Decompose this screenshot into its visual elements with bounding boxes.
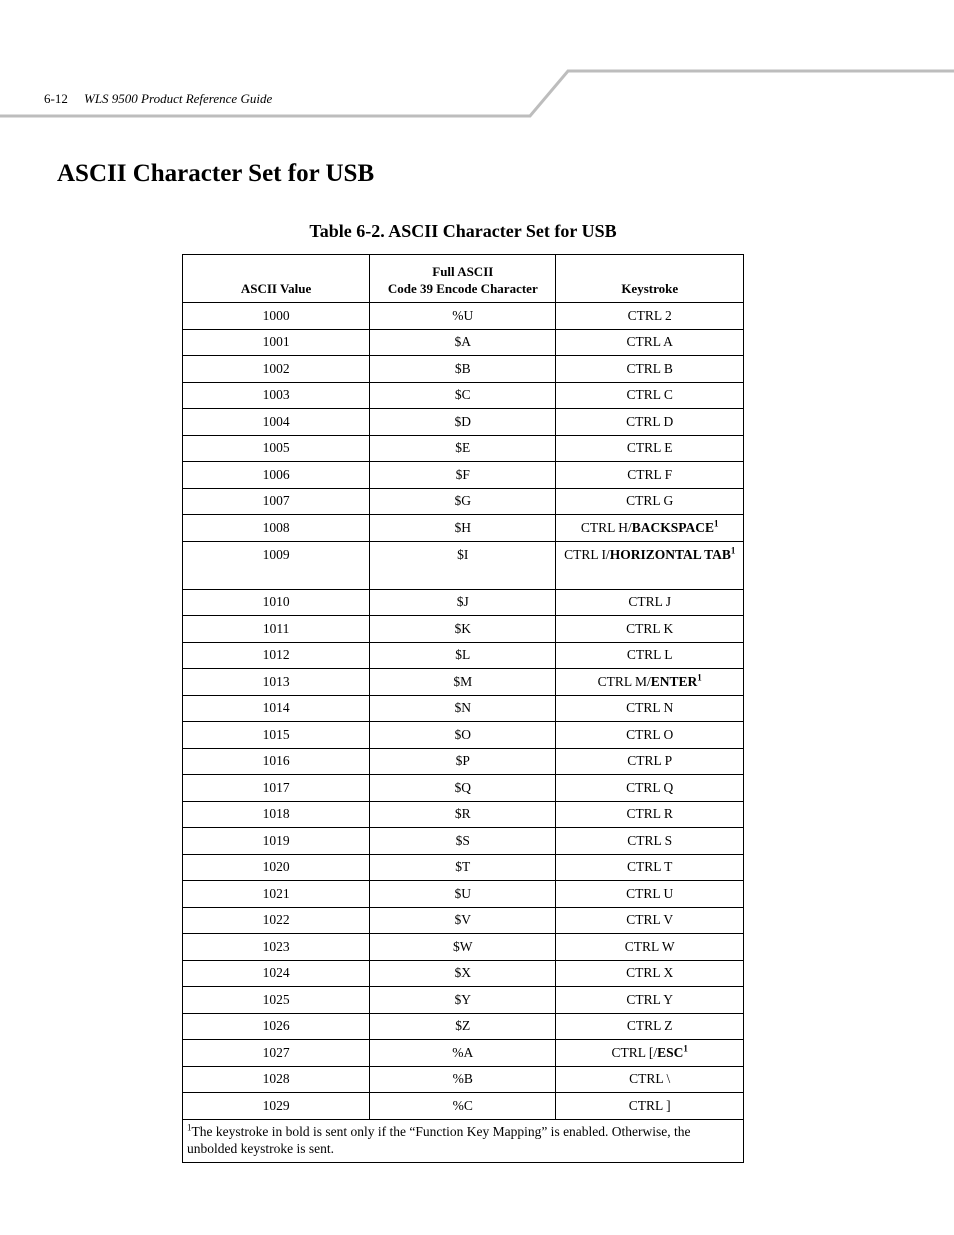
code39-character-cell: $B (370, 356, 556, 383)
code39-character-cell: $O (370, 722, 556, 749)
keystroke-cell (556, 382, 744, 409)
table-row (183, 541, 744, 589)
column-header-full-ascii-line2: Code 39 Encode Character (387, 281, 538, 296)
keystroke-cell (556, 515, 744, 542)
keystroke-cell (556, 934, 744, 961)
code39-character-cell: $F (370, 462, 556, 489)
table-row (183, 801, 744, 828)
ascii-value-cell: 1023 (183, 934, 370, 961)
table-row (183, 695, 744, 722)
table-caption: Table 6-2. ASCII Character Set for USB (309, 221, 617, 241)
keystroke-cell (556, 907, 744, 934)
code39-character-cell: $E (370, 435, 556, 462)
running-title: WLS 9500 Product Reference Guide (84, 91, 273, 106)
page-number: 6-12 (44, 91, 68, 106)
keystroke-plain: CTRL W (624, 938, 675, 954)
table-row (183, 435, 744, 462)
keystroke-cell (556, 642, 744, 669)
table-row (183, 488, 744, 515)
keystroke-plain: CTRL \ (629, 1071, 671, 1087)
ascii-value-cell: 1003 (183, 382, 370, 409)
keystroke-cell (556, 801, 744, 828)
section-title: ASCII Character Set for USB (57, 160, 375, 187)
ascii-value-cell: 1010 (183, 589, 370, 616)
code39-character-cell: %U (370, 303, 556, 330)
keystroke-plain: CTRL P (627, 753, 673, 769)
table-row (183, 1066, 744, 1093)
keystroke-plain: CTRL U (626, 885, 674, 901)
column-header-full-ascii (370, 255, 556, 303)
ascii-value-cell: 1026 (183, 1013, 370, 1040)
table-row (183, 329, 744, 356)
ascii-value-cell: 1020 (183, 854, 370, 881)
keystroke-plain: CTRL B (626, 360, 673, 376)
ascii-value-cell: 1001 (183, 329, 370, 356)
keystroke-cell (556, 616, 744, 643)
keystroke-cell (556, 329, 744, 356)
keystroke-plain: CTRL T (627, 859, 673, 875)
footnote-reference: 1 (714, 518, 719, 529)
table-footnote (183, 1119, 744, 1162)
column-header-keystroke-label: Keystroke (621, 281, 679, 296)
code39-character-cell: $X (370, 960, 556, 987)
code39-character-cell: $Z (370, 1013, 556, 1040)
column-header-keystroke (556, 255, 744, 303)
ascii-value-cell: 1021 (183, 881, 370, 908)
code39-character-cell: $G (370, 488, 556, 515)
keystroke-bold: ESC (657, 1044, 684, 1060)
header-rule (0, 0, 954, 130)
keystroke-plain: CTRL Y (626, 991, 674, 1007)
table-row (183, 775, 744, 802)
ascii-value-cell: 1028 (183, 1066, 370, 1093)
keystroke-plain: CTRL V (626, 912, 674, 928)
keystroke-plain: CTRL [/ (611, 1044, 658, 1060)
footnote-marker: 1 (187, 1122, 192, 1132)
table-row (183, 960, 744, 987)
ascii-table (182, 254, 744, 1163)
table-row (183, 515, 744, 542)
ascii-value-cell: 1019 (183, 828, 370, 855)
keystroke-plain: CTRL ] (628, 1097, 671, 1113)
keystroke-cell (556, 462, 744, 489)
footnote-reference: 1 (697, 672, 702, 683)
keystroke-cell (556, 828, 744, 855)
ascii-value-cell: 1002 (183, 356, 370, 383)
ascii-value-cell: 1017 (183, 775, 370, 802)
code39-character-cell: $A (370, 329, 556, 356)
keystroke-cell (556, 488, 744, 515)
ascii-value-cell: 1009 (183, 541, 370, 589)
table-row (183, 1093, 744, 1120)
code39-character-cell: $L (370, 642, 556, 669)
ascii-value-cell: 1013 (183, 669, 370, 696)
keystroke-plain: CTRL N (626, 700, 674, 716)
code39-character-cell: $Q (370, 775, 556, 802)
keystroke-plain: CTRL O (626, 726, 674, 742)
code39-character-cell: $D (370, 409, 556, 436)
keystroke-cell (556, 669, 744, 696)
table-header-row (183, 255, 744, 303)
keystroke-cell (556, 1013, 744, 1040)
keystroke-cell (556, 1066, 744, 1093)
code39-character-cell: $C (370, 382, 556, 409)
keystroke-plain: CTRL E (626, 440, 673, 456)
code39-character-cell: $V (370, 907, 556, 934)
table-row (183, 462, 744, 489)
code39-character-cell: $K (370, 616, 556, 643)
table-row (183, 854, 744, 881)
keystroke-cell (556, 775, 744, 802)
keystroke-plain: CTRL 2 (627, 307, 672, 323)
column-header-full-ascii-line1: Full ASCII (432, 264, 494, 279)
footnote-reference: 1 (730, 545, 736, 555)
ascii-value-cell: 1027 (183, 1040, 370, 1067)
ascii-value-cell: 1014 (183, 695, 370, 722)
footnote-reference: 1 (683, 1043, 688, 1054)
code39-character-cell: %C (370, 1093, 556, 1120)
keystroke-plain: CTRL H/ (580, 519, 632, 535)
table-body (183, 303, 744, 1120)
ascii-value-cell: 1006 (183, 462, 370, 489)
code39-character-cell: %A (370, 1040, 556, 1067)
keystroke-plain: CTRL A (626, 334, 673, 350)
code39-character-cell: %B (370, 1066, 556, 1093)
ascii-value-cell: 1024 (183, 960, 370, 987)
keystroke-cell (556, 356, 744, 383)
keystroke-plain: CTRL S (627, 832, 673, 848)
keystroke-cell (556, 722, 744, 749)
keystroke-plain: CTRL K (626, 620, 674, 636)
code39-character-cell: $U (370, 881, 556, 908)
table-row (183, 589, 744, 616)
ascii-value-cell: 1025 (183, 987, 370, 1014)
code39-character-cell: $T (370, 854, 556, 881)
table-row (183, 642, 744, 669)
code39-character-cell: $S (370, 828, 556, 855)
keystroke-plain: CTRL J (628, 594, 672, 610)
code39-character-cell: $W (370, 934, 556, 961)
keystroke-plain: CTRL D (626, 413, 674, 429)
keystroke-cell (556, 960, 744, 987)
table-row (183, 722, 744, 749)
code39-character-cell: $M (370, 669, 556, 696)
table-row (183, 669, 744, 696)
column-header-ascii-value-label: ASCII Value (240, 281, 312, 296)
ascii-value-cell: 1000 (183, 303, 370, 330)
table-row (183, 1040, 744, 1067)
ascii-value-cell: 1029 (183, 1093, 370, 1120)
keystroke-cell (556, 303, 744, 330)
table-row (183, 382, 744, 409)
ascii-value-cell: 1007 (183, 488, 370, 515)
footnote-text: The keystroke in bold is sent only if the “Function Key Mapping” is enabled. Otherwise, the unbolded keystroke is sent. (187, 1123, 691, 1156)
code39-character-cell: $R (370, 801, 556, 828)
keystroke-plain: CTRL Q (626, 779, 674, 795)
keystroke-bold: BACKSPACE (631, 519, 715, 535)
keystroke-cell (556, 541, 744, 589)
table-row (183, 409, 744, 436)
table-row (183, 616, 744, 643)
keystroke-plain: CTRL G (626, 493, 674, 509)
table-row (183, 934, 744, 961)
keystroke-plain: CTRL C (626, 387, 673, 403)
keystroke-plain: CTRL F (627, 466, 673, 482)
keystroke-plain: CTRL X (626, 965, 674, 981)
code39-character-cell: $J (370, 589, 556, 616)
keystroke-cell (556, 1040, 744, 1067)
table-row (183, 987, 744, 1014)
ascii-value-cell: 1018 (183, 801, 370, 828)
table-row (183, 303, 744, 330)
keystroke-plain: CTRL L (626, 647, 673, 663)
table-row (183, 907, 744, 934)
keystroke-cell (556, 435, 744, 462)
table-row (183, 828, 744, 855)
footnote-row (183, 1119, 744, 1162)
code39-character-cell: $I (370, 541, 556, 589)
ascii-value-cell: 1016 (183, 748, 370, 775)
keystroke-cell (556, 748, 744, 775)
keystroke-bold: ENTER (650, 673, 698, 689)
column-header-ascii-value (183, 255, 370, 303)
ascii-value-cell: 1011 (183, 616, 370, 643)
ascii-value-cell: 1022 (183, 907, 370, 934)
ascii-value-cell: 1005 (183, 435, 370, 462)
table-row (183, 356, 744, 383)
keystroke-cell (556, 409, 744, 436)
code39-character-cell: $P (370, 748, 556, 775)
keystroke-cell (556, 1093, 744, 1120)
ascii-value-cell: 1015 (183, 722, 370, 749)
keystroke-plain: CTRL Z (626, 1018, 673, 1034)
code39-character-cell: $Y (370, 987, 556, 1014)
keystroke-cell (556, 589, 744, 616)
table-row (183, 1013, 744, 1040)
keystroke-plain: CTRL I/ (564, 546, 610, 562)
ascii-value-cell: 1012 (183, 642, 370, 669)
keystroke-cell (556, 987, 744, 1014)
keystroke-bold: HORIZONTAL TAB (609, 546, 731, 562)
keystroke-plain: CTRL R (626, 806, 673, 822)
ascii-value-cell: 1004 (183, 409, 370, 436)
keystroke-cell (556, 695, 744, 722)
table-row (183, 881, 744, 908)
code39-character-cell: $N (370, 695, 556, 722)
table-row (183, 748, 744, 775)
keystroke-cell (556, 854, 744, 881)
keystroke-plain: CTRL M/ (597, 673, 651, 689)
keystroke-cell (556, 881, 744, 908)
code39-character-cell: $H (370, 515, 556, 542)
ascii-value-cell: 1008 (183, 515, 370, 542)
